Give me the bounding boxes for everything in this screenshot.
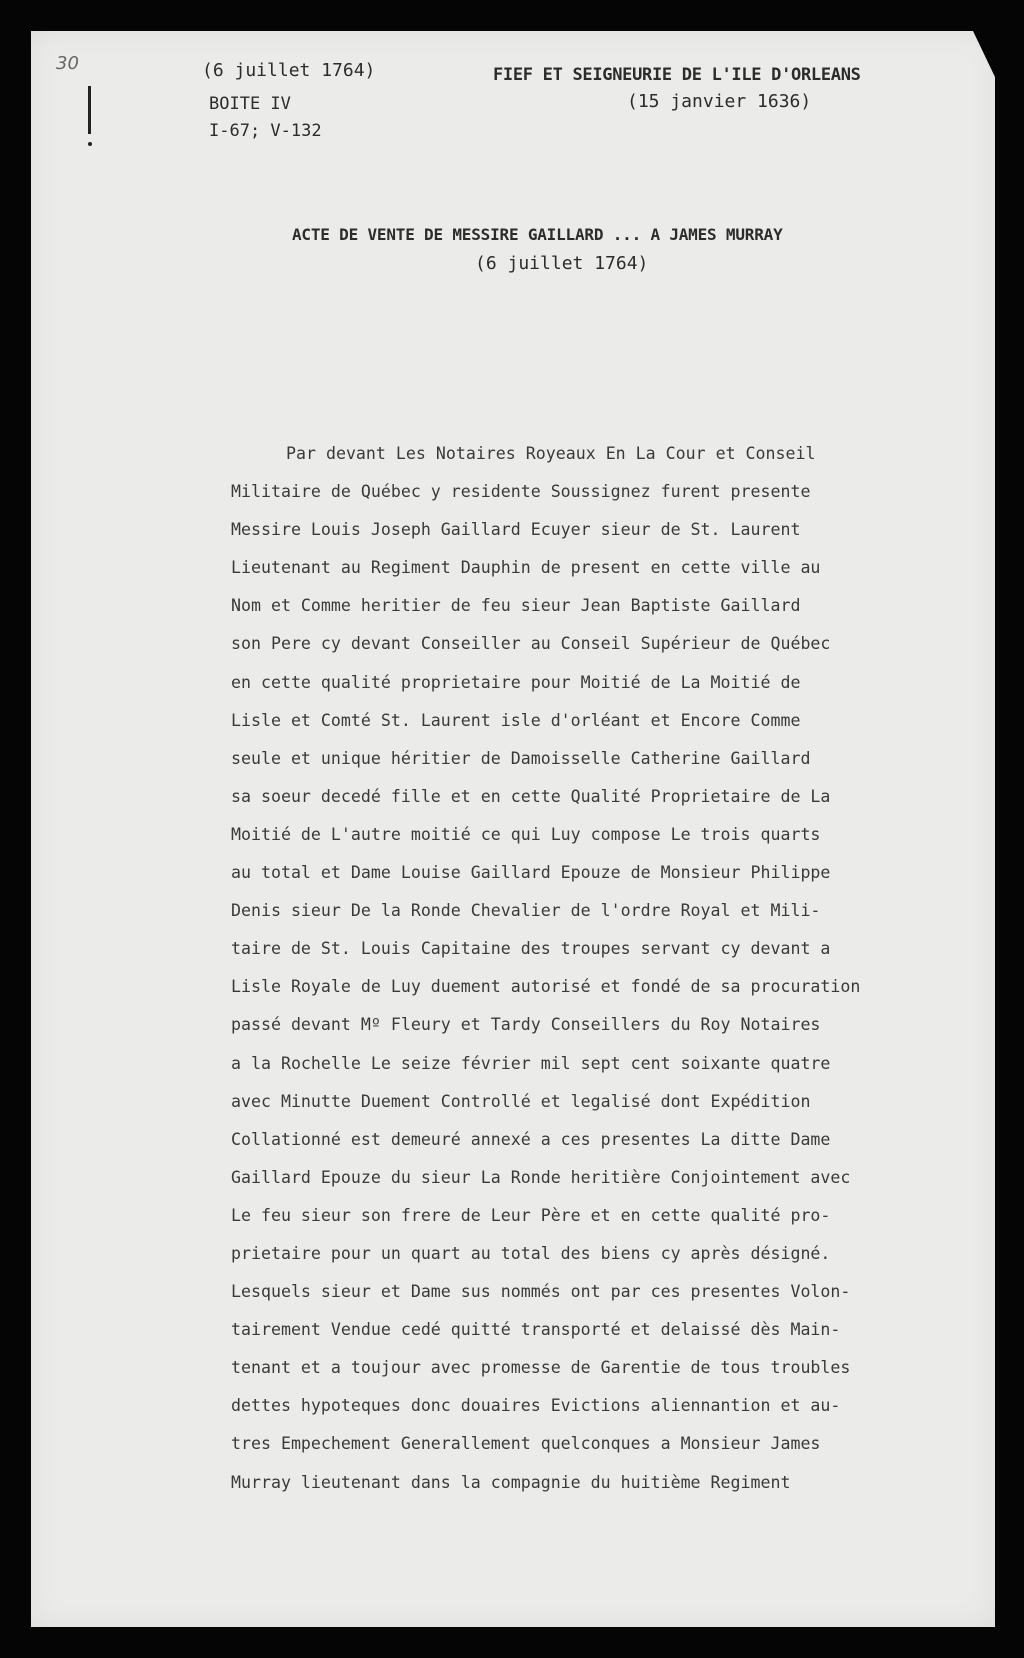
fief-title: FIEF ET SEIGNEURIE DE L'ILE D'ORLEANS [493, 65, 861, 85]
fief-date: (15 janvier 1636) [627, 91, 812, 112]
text-line: Lisle et Comté St. Laurent isle d'orléant et Encore Comme [231, 710, 801, 730]
text-line: Lesquels sieur et Dame sus nommés ont par ces presentes Volon- [231, 1282, 851, 1302]
document-page [31, 31, 995, 1627]
text-line: Messire Louis Joseph Gaillard Ecuyer sieur de St. Laurent [231, 520, 801, 540]
text-line: dettes hypoteques donc douaires Evictions aliennantion et au- [231, 1396, 841, 1416]
text-line: a la Rochelle Le seize février mil sept cent soixante quatre [231, 1053, 831, 1073]
body-text [231, 443, 971, 1510]
text-line: Gaillard Epouze du sieur La Ronde heritière Conjointement avec [231, 1167, 851, 1187]
text-line: avec Minutte Duement Controllé et legalisé dont Expédition [231, 1091, 811, 1111]
text-line: son Pere cy devant Conseiller au Conseil Supérieur de Québec [231, 634, 831, 654]
text-line: tenant et a toujour avec promesse de Garentie de tous troubles [231, 1358, 851, 1378]
text-line: Murray lieutenant dans la compagnie du huitième Regiment [231, 1472, 791, 1492]
text-line: Lisle Royale de Luy duement autorisé et fondé de sa procuration [231, 977, 861, 997]
margin-dot [88, 142, 92, 146]
text-line: Moitié de L'autre moitié ce qui Luy compose Le trois quarts [231, 824, 821, 844]
text-line: Nom et Comme heritier de feu sieur Jean Baptiste Gaillard [231, 596, 801, 616]
document-date: (6 juillet 1764) [475, 253, 649, 274]
text-line: Le feu sieur son frere de Leur Père et en cette qualité pro- [231, 1205, 831, 1225]
text-line: prietaire pour un quart au total des biens cy après désigné. [231, 1243, 831, 1263]
document-title: ACTE DE VENTE DE MESSIRE GAILLARD ... A JAMES MURRAY [292, 225, 783, 244]
text-line: au total et Dame Louise Gaillard Epouze de Monsieur Philippe [231, 863, 831, 883]
page-number: 30 [56, 53, 79, 74]
text-line: Denis sieur De la Ronde Chevalier de l'ordre Royal et Mili- [231, 901, 821, 921]
reference-label: I-67; V-132 [209, 121, 322, 141]
text-line: taire de St. Louis Capitaine des troupes servant cy devant a [231, 939, 831, 959]
text-line: seule et unique héritier de Damoisselle Catherine Gaillard [231, 748, 811, 768]
text-line: tairement Vendue cedé quitté transporté et delaissé dès Main- [231, 1320, 841, 1340]
text-line: Lieutenant au Regiment Dauphin de present en cette ville au [231, 558, 821, 578]
text-line: Par devant Les Notaires Royeaux En La Cour et Conseil [286, 444, 816, 463]
header-date: (6 juillet 1764) [202, 60, 376, 81]
box-label: BOITE IV [209, 94, 291, 114]
text-line: passé devant Mº Fleury et Tardy Conseillers du Roy Notaires [231, 1015, 821, 1035]
text-line: Collationné est demeuré annexé a ces presentes La ditte Dame [231, 1129, 831, 1149]
text-line: sa soeur decedé fille et en cette Qualité Proprietaire de La [231, 786, 831, 806]
margin-mark [88, 86, 91, 134]
text-line: tres Empechement Generallement quelconques a Monsieur James [231, 1434, 821, 1454]
text-line: Militaire de Québec y residente Soussignez furent presente [231, 482, 811, 502]
torn-corner [973, 31, 995, 77]
text-line: en cette qualité proprietaire pour Moitié de La Moitié de [231, 672, 801, 692]
